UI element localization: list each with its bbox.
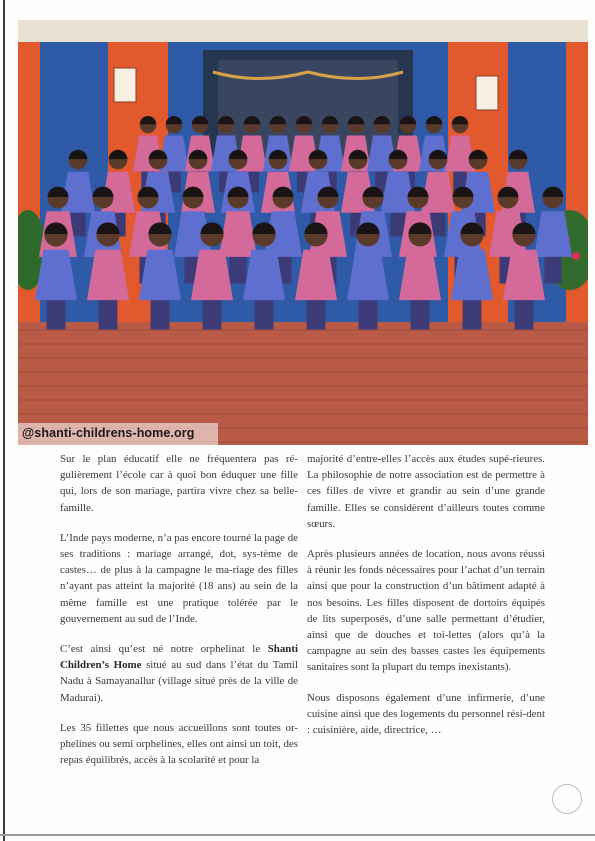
article-paragraph: Sur le plan éducatif elle ne fréquentera pas ré-gulièrement l’école car à quoi bon éduquer une fille qui, lors de son mariage, partira vivre chez sa belle-famille.: [60, 453, 298, 514]
article-paragraph: [60, 641, 298, 706]
photo-credit: [18, 423, 218, 445]
article-paragraph: Après plusieurs années de location, nous avons réussi à réunir les fonds nécessaires pour l’achat d’un terrain ainsi que pour la construction d’un bâtiment adapté à nos besoins. Les filles disposent de dortoirs équipés de lits superposés, d’une salle permettant d’étudier, ainsi que de douches et toi-lettes (alors qu’à la campagne au sein des basses castes les équipements sanitaires sont la plupart du temps inexistants).: [307, 548, 545, 674]
article-paragraph: Nous disposons également d’une infirmerie, d’une cuisine ainsi que des logements du personnel rési-dent : cuisinière, aide, directrice, …: [307, 691, 545, 737]
organization-name: Shanti Children’s Home: [60, 643, 298, 672]
photo-credit-text: @shanti-childrens-home.org: [22, 426, 195, 440]
article-paragraph: Les 35 fillettes que nous accueillons sont toutes or-phelines ou semi orphelines, elles ont ainsi un toit, des repas équilibrés, accès à la scolarité et pour la: [60, 721, 298, 767]
page-number-badge: [552, 784, 582, 814]
article-paragraph: majorité d’entre-elles l’accès aux études supé-rieures. La philosophie de notre association est de permettre à ces filles de vivre et grandir au sein d’une grande famille. Elles se considèrent d’ailleurs toutes comme sœurs.: [307, 453, 545, 530]
group-photo-illustration: [18, 20, 588, 445]
group-photo: [18, 20, 588, 445]
article-text: C’est ainsi qu’est né notre orphelinat le: [60, 643, 268, 656]
page-bottom-edge: [0, 834, 595, 836]
article-column-right: [307, 451, 545, 752]
binding-edge: [3, 0, 5, 841]
article-paragraph: L’Inde pays moderne, n’a pas encore tourné la page de ses traditions : mariage arrangé, dot, sys-tème de castes… de plus à la campagne le ma-riage des filles n’ayant pas atteint la majorité (18 ans) au sein de la même famille est une pratique tolérée par le gouvernement au sud de l’Inde.: [60, 531, 298, 625]
article-column-left: [60, 451, 298, 782]
article-text: situé au sud dans l’état du Tamil Nadu à Samayanallur (village situé près de la ville de Madurai).: [60, 659, 298, 704]
